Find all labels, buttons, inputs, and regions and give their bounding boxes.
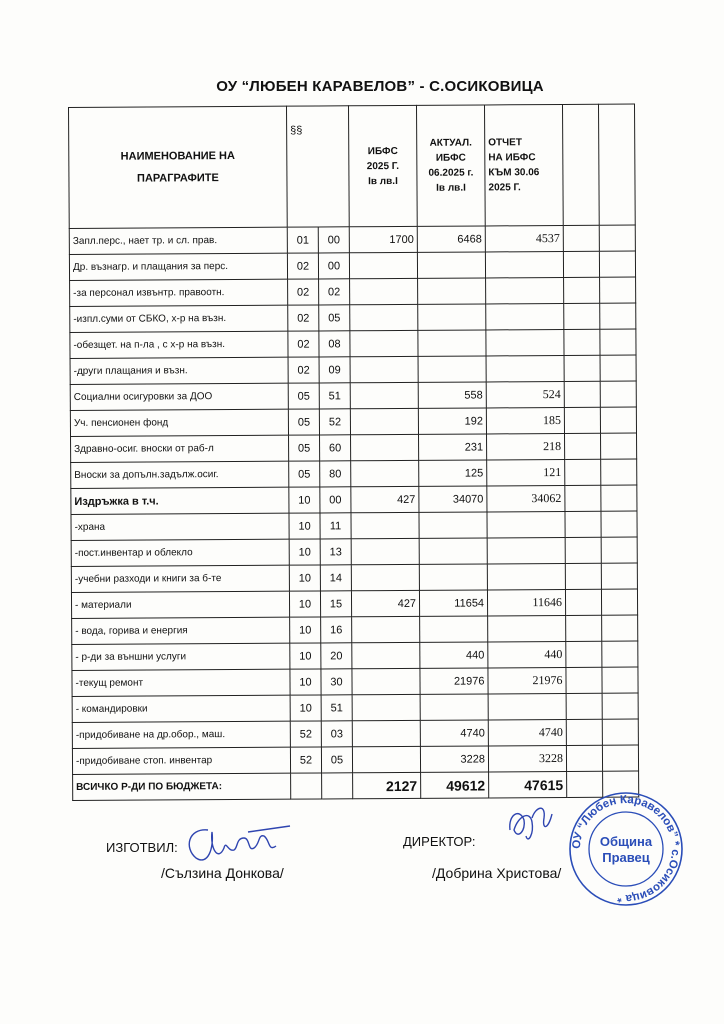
header-actual — [416, 105, 485, 226]
row-actual: 231 — [419, 434, 487, 460]
row-subparagraph: 15 — [320, 591, 351, 617]
row-empty — [565, 433, 601, 459]
row-empty — [599, 225, 635, 251]
row-empty — [600, 407, 636, 433]
row-empty — [602, 693, 638, 719]
row-paragraph: 52 — [290, 721, 321, 747]
row-actual: 4740 — [420, 720, 488, 746]
table-row — [71, 537, 637, 566]
table-row — [70, 355, 636, 384]
row-paragraph: 05 — [289, 461, 320, 487]
row-report — [486, 355, 564, 381]
budget-table — [68, 104, 639, 801]
header-empty-1 — [562, 104, 599, 225]
row-paragraph: 10 — [289, 539, 320, 565]
header-actual-line3: 06.2025 г. — [428, 167, 474, 179]
row-empty — [601, 537, 637, 563]
row-name: -за персонал извънтр. правоотн. — [70, 279, 288, 306]
row-actual: 440 — [420, 642, 488, 668]
row-subparagraph: 13 — [320, 539, 351, 565]
header-report — [484, 104, 563, 225]
row-name: -храна — [71, 513, 289, 540]
row-subparagraph: 05 — [319, 305, 350, 331]
row-report — [488, 615, 566, 641]
row-ibfs — [352, 668, 420, 694]
header-ibfs — [348, 105, 417, 226]
row-ibfs — [351, 434, 419, 460]
row-empty — [600, 355, 636, 381]
row-empty — [565, 485, 601, 511]
row-empty — [565, 563, 601, 589]
row-paragraph: 02 — [288, 331, 319, 357]
header-actual-line1: АКТУАЛ. — [429, 137, 472, 149]
director-label: ДИРЕКТОР: — [403, 834, 476, 849]
row-empty — [601, 511, 637, 537]
stamp-inner-line1: Община — [599, 834, 653, 849]
header-name-line2: ПАРАГРАФИТЕ — [136, 172, 219, 185]
row-report: 47615 — [489, 771, 567, 797]
row-empty — [566, 719, 602, 745]
row-name: Др. възнагр. и плащания за перс. — [69, 253, 287, 280]
row-paragraph: 10 — [290, 617, 321, 643]
table-row — [72, 641, 638, 670]
table-row — [70, 303, 636, 332]
row-paragraph: 01 — [287, 227, 318, 253]
row-ibfs — [351, 538, 419, 564]
row-subparagraph: 60 — [320, 435, 351, 461]
table-row — [72, 745, 638, 774]
row-report: 4740 — [488, 719, 566, 745]
row-actual — [418, 278, 486, 304]
row-paragraph: 10 — [290, 643, 321, 669]
row-actual: 34070 — [419, 486, 487, 512]
row-report — [488, 693, 566, 719]
row-name: Уч. пенсионен фонд — [70, 409, 288, 436]
table-row — [72, 615, 638, 644]
row-paragraph — [291, 773, 322, 799]
row-ibfs — [352, 720, 420, 746]
row-empty — [565, 589, 601, 615]
row-actual — [419, 564, 487, 590]
table-header-row — [69, 104, 636, 228]
row-name: Вноски за допълн.задълж.осиг. — [71, 461, 289, 488]
row-empty — [566, 641, 602, 667]
row-empty — [563, 251, 599, 277]
row-paragraph: 02 — [287, 253, 318, 279]
row-ibfs — [352, 642, 420, 668]
table-row — [72, 693, 638, 722]
row-empty — [566, 693, 602, 719]
row-empty — [601, 485, 637, 511]
row-empty — [565, 511, 601, 537]
row-subparagraph: 11 — [320, 513, 351, 539]
row-empty — [600, 381, 636, 407]
row-empty — [602, 641, 638, 667]
row-paragraph: 02 — [288, 279, 319, 305]
row-empty — [602, 667, 638, 693]
row-empty — [600, 329, 636, 355]
row-ibfs — [351, 460, 419, 486]
row-report: 185 — [486, 407, 564, 433]
table-row — [71, 433, 637, 462]
row-report: 3228 — [488, 745, 566, 771]
table-row — [71, 511, 637, 540]
row-subparagraph: 05 — [321, 747, 352, 773]
row-name: -изпл.суми от СБКО, х-р на възн. — [70, 305, 288, 332]
row-empty — [601, 589, 637, 615]
row-subparagraph: 00 — [320, 487, 351, 513]
row-paragraph: 10 — [289, 487, 320, 513]
row-empty — [564, 303, 600, 329]
row-actual: 558 — [418, 382, 486, 408]
row-name: - командировки — [72, 695, 290, 722]
table-row — [70, 277, 636, 306]
row-report: 524 — [486, 381, 564, 407]
row-report: 121 — [487, 459, 565, 485]
row-ibfs: 2127 — [353, 772, 421, 798]
row-name: -придобиване стоп. инвентар — [72, 747, 290, 774]
row-report: 34062 — [487, 485, 565, 511]
prepared-label: ИЗГОТВИЛ: — [106, 840, 178, 855]
row-ibfs — [352, 746, 420, 772]
header-report-line3: КЪМ 30.06 — [488, 167, 540, 179]
director-signature — [502, 800, 562, 850]
row-name: ВСИЧКО Р-ДИ ПО БЮДЖЕТА: — [73, 773, 291, 800]
row-paragraph: 02 — [288, 305, 319, 331]
header-report-line4: 2025 Г. — [488, 182, 521, 194]
header-report-line2: НА ИБФС — [488, 152, 536, 164]
row-name: -учебни разходи и книги за б-те — [71, 565, 289, 592]
row-paragraph: 10 — [289, 591, 320, 617]
row-ibfs — [351, 512, 419, 538]
row-ibfs — [349, 252, 417, 278]
row-subparagraph: 20 — [321, 643, 352, 669]
row-report — [485, 251, 563, 277]
row-paragraph: 05 — [288, 409, 319, 435]
row-subparagraph: 80 — [320, 461, 351, 487]
row-report: 11646 — [487, 589, 565, 615]
row-name: -текущ ремонт — [72, 669, 290, 696]
row-empty — [566, 745, 602, 771]
director-name: /Добрина Христова/ — [432, 865, 562, 881]
row-name: -други плащания и възн. — [70, 357, 288, 384]
header-report-line1: ОТЧЕТ — [488, 137, 522, 149]
row-ibfs — [350, 382, 418, 408]
table-row — [71, 459, 637, 488]
row-ibfs — [352, 694, 420, 720]
row-empty — [601, 433, 637, 459]
row-report — [487, 537, 565, 563]
row-subparagraph — [322, 773, 353, 799]
row-empty — [564, 277, 600, 303]
table-row — [71, 589, 637, 618]
row-name: Издръжка в т.ч. — [71, 487, 289, 514]
row-ibfs — [350, 330, 418, 356]
table-row — [71, 485, 637, 514]
row-empty — [565, 537, 601, 563]
row-report — [487, 563, 565, 589]
row-paragraph: 05 — [288, 383, 319, 409]
row-empty — [564, 355, 600, 381]
stamp-outer-text: ОУ “Любен Каравелов” * с.Осиковица * — [570, 793, 682, 905]
row-subparagraph: 52 — [319, 409, 350, 435]
row-ibfs: 427 — [351, 486, 419, 512]
row-name: - вода, горива и енергия — [72, 617, 290, 644]
table-row — [73, 771, 639, 800]
row-empty — [564, 381, 600, 407]
header-paragraph: §§ — [286, 106, 349, 227]
row-name: Здравно-осиг. вноски от раб-л — [71, 435, 289, 462]
row-paragraph: 52 — [290, 747, 321, 773]
row-name: -пост.инвентар и облекло — [71, 539, 289, 566]
row-report: 4537 — [485, 225, 563, 251]
header-ibfs-line3: Iв лв.I — [368, 175, 398, 187]
row-actual — [420, 694, 488, 720]
row-empty — [602, 745, 638, 771]
row-ibfs — [350, 408, 418, 434]
row-subparagraph: 00 — [318, 227, 349, 253]
row-ibfs — [350, 356, 418, 382]
row-report — [486, 303, 564, 329]
row-name: - р-ди за външни услуги — [72, 643, 290, 670]
row-actual: 21976 — [420, 668, 488, 694]
row-subparagraph: 14 — [320, 565, 351, 591]
row-actual: 11654 — [419, 590, 487, 616]
row-actual — [419, 512, 487, 538]
table-body — [69, 225, 638, 800]
row-empty — [566, 615, 602, 641]
row-subparagraph: 51 — [319, 383, 350, 409]
header-ibfs-line2: 2025 Г. — [366, 160, 400, 172]
stamp-outer-ring — [570, 793, 682, 905]
row-empty — [564, 407, 600, 433]
row-actual — [418, 356, 486, 382]
row-empty — [600, 277, 636, 303]
stamp-inner-ring — [589, 812, 663, 886]
row-empty — [564, 329, 600, 355]
table-row — [72, 719, 638, 748]
row-report: 440 — [488, 641, 566, 667]
row-name: Социални осигуровки за ДОО — [70, 383, 288, 410]
row-actual: 6468 — [417, 226, 485, 252]
row-subparagraph: 51 — [321, 695, 352, 721]
row-subparagraph: 00 — [318, 253, 349, 279]
row-actual — [417, 252, 485, 278]
row-subparagraph: 09 — [319, 357, 350, 383]
row-name: -обезщет. на п-ла , с х-р на възн. — [70, 331, 288, 358]
table-row — [69, 225, 635, 254]
row-report — [486, 329, 564, 355]
row-empty — [566, 667, 602, 693]
row-paragraph: 05 — [289, 435, 320, 461]
row-subparagraph: 30 — [321, 669, 352, 695]
row-name: - материали — [71, 591, 289, 618]
row-report: 218 — [487, 433, 565, 459]
header-actual-line4: Iв лв.I — [436, 182, 466, 194]
row-actual — [419, 538, 487, 564]
row-empty — [602, 719, 638, 745]
row-report — [486, 277, 564, 303]
table-row — [69, 251, 635, 280]
table-row — [70, 381, 636, 410]
header-actual-line2: ИБФС — [435, 152, 466, 164]
row-actual — [418, 330, 486, 356]
row-subparagraph: 02 — [319, 279, 350, 305]
row-report — [487, 511, 565, 537]
row-ibfs: 1700 — [349, 226, 417, 252]
row-subparagraph: 16 — [321, 617, 352, 643]
row-actual: 125 — [419, 460, 487, 486]
row-empty — [599, 251, 635, 277]
prepared-name: /Сълзина Донкова/ — [161, 865, 284, 881]
row-actual — [418, 304, 486, 330]
row-empty — [602, 615, 638, 641]
row-actual: 192 — [418, 408, 486, 434]
header-ibfs-line1: ИБФС — [367, 145, 398, 157]
prepared-signature — [178, 818, 298, 870]
table-row — [71, 563, 637, 592]
row-report: 21976 — [488, 667, 566, 693]
row-name: -придобиване на др.обор., маш. — [72, 721, 290, 748]
row-empty — [565, 459, 601, 485]
row-empty — [563, 225, 599, 251]
row-ibfs — [351, 564, 419, 590]
document-title: ОУ “ЛЮБЕН КАРАВЕЛОВ” - С.ОСИКОВИЦА — [216, 78, 544, 95]
table-row — [72, 667, 638, 696]
table-row — [70, 329, 636, 358]
row-ibfs — [352, 616, 420, 642]
row-actual: 3228 — [420, 746, 488, 772]
row-actual — [420, 616, 488, 642]
header-name-line1: НАИМЕНОВАНИЕ НА — [120, 149, 235, 163]
row-actual: 49612 — [421, 772, 489, 798]
row-empty — [600, 303, 636, 329]
row-ibfs — [350, 278, 418, 304]
row-paragraph: 10 — [290, 669, 321, 695]
school-stamp — [567, 790, 685, 908]
row-paragraph: 10 — [290, 695, 321, 721]
row-empty — [601, 459, 637, 485]
row-paragraph: 02 — [288, 357, 319, 383]
stamp-inner-line2: Правец — [602, 850, 650, 865]
table-row — [70, 407, 636, 436]
row-empty — [601, 563, 637, 589]
row-ibfs: 427 — [351, 590, 419, 616]
row-ibfs — [350, 304, 418, 330]
header-name — [69, 106, 288, 228]
row-subparagraph: 08 — [319, 331, 350, 357]
row-subparagraph: 03 — [321, 721, 352, 747]
row-name: Запл.перс., нает тр. и сл. прав. — [69, 227, 287, 254]
row-paragraph: 10 — [289, 513, 320, 539]
header-empty-2 — [598, 104, 635, 225]
row-paragraph: 10 — [289, 565, 320, 591]
